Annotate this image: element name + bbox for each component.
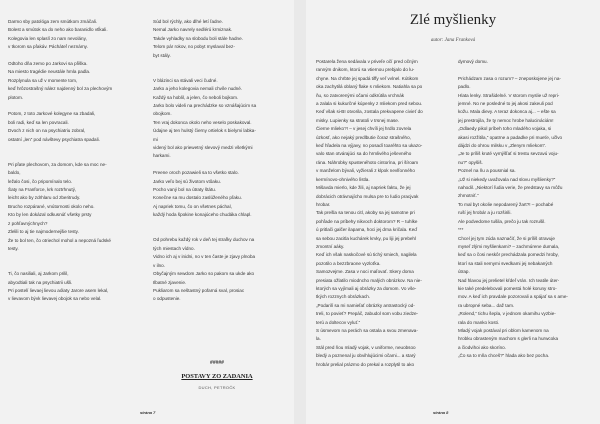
story-author: autor: Jana Franková: [430, 38, 476, 43]
text-line: S úsmevom na perách sa ostala a svou zmenava-: [316, 328, 418, 333]
text-line: ranným dnikom, ktorú sa vtiernou prebjalo do lu-: [316, 67, 415, 73]
text-line: Ten vraj dokonca okolo neho veselo poskakoval.: [153, 119, 252, 125]
text-line: Chcel jej tym zúda naznačiť, že si príliš otravuje: [458, 235, 555, 241]
text-line: v manželom bývali, vyžierali z klpok nevlľonného: [316, 168, 415, 174]
text-line: presiata ožlatilo miodncho malých obrázkov. Na nie-: [316, 277, 422, 283]
text-line: ňu, so zatvorenými očami odkrútila vrchnák: [316, 92, 405, 98]
text-line: kermínovo-ohnivého lístla.: [316, 176, 370, 182]
page-number-right: strána 8: [433, 410, 449, 415]
text-line: testy.: [8, 245, 19, 251]
text-line: Keď ich však naskočové sú tichý smiech, nagilela: [316, 252, 417, 258]
text-line: [153, 220, 281, 228]
text-line: Postarela žena sedávala v priveľe očí pred očným: [316, 59, 418, 64]
text-line: Keď však si-BI otvorila, zostala prekvapene civieť do: [316, 109, 423, 115]
text-line: Odtoho dňa zemo po Jarkovi sa pľiška.: [8, 61, 88, 67]
text-line: obojkom.: [153, 111, 172, 117]
text-line: Pri postelí lievaej lievou aólaty Jarore asem lekal,: [8, 287, 109, 293]
text-line: Na miesto tragédie neustále hmla padla.: [8, 69, 91, 75]
text-line: Mladý vojak postával pri oblom kamenom na: [458, 327, 549, 333]
text-line: Kto by len dokázal odkusnúť všetky prsty: [8, 212, 92, 218]
text-line: ostatní „len“ pod návštevy psychiatra spadali.: [8, 136, 100, 142]
text-line: Dvoch z nich on na psychiatriu zobral,: [8, 128, 86, 134]
text-line: Ilbatné zjavenie.: [153, 279, 187, 285]
text-line: dájdzi do ohrou milsku v „Zlenym mliekom“.: [458, 143, 547, 149]
text-line: keď hrôzostrašný nález najdenný bol za plechovým: [8, 86, 113, 92]
text-line: nahodil. „Niektorí ľudia verie, že predstavy sa môžu: [458, 185, 563, 191]
section-divider: #####: [210, 360, 224, 366]
text-line: Nemal Jarko navrely sedlérú krmiznak.: [153, 27, 233, 33]
text-line: [153, 60, 281, 68]
text-line: chyne. Na chrbte jej spadá tiffy veľ vvlnel. Kútikom: [316, 75, 419, 81]
text-line: bledý a poznenal ju obvihlujúcimi očami... a starý: [316, 353, 416, 359]
text-line: Pocho vaný bol na útraty štátu.: [153, 187, 217, 193]
text-line: Stál pred ňou mladý vojak, v uniforme, neuobsoo: [316, 344, 416, 350]
text-line: [8, 253, 136, 261]
text-line: terú a doltecov vyluť.“: [316, 319, 361, 325]
left-page-column-2: [153, 18, 281, 304]
right-page-column-2: [458, 58, 586, 361]
text-line: Jarko bolo videli na prechádzke so vznášajúcim sa: [153, 103, 257, 109]
text-line: zmontní aáky.: [316, 243, 345, 249]
text-line: o odpustenie.: [153, 296, 181, 302]
text-line: Súd bol rýchly, ako dlhé letí ľadne.: [153, 19, 223, 24]
text-line: padlo.: [458, 84, 471, 90]
text-line: [153, 228, 281, 236]
right-page-column-1: [316, 58, 444, 369]
text-line: pozotilo a bezzbraone vyzloťka.: [316, 260, 381, 266]
text-line: Čierne mlieko?! – v jesej chvíli jej hrdlo zovrela: [316, 126, 412, 132]
text-line: [8, 52, 136, 60]
text-line: Ti, čo nasiliali, aj Jarkom prilil,: [8, 271, 69, 277]
text-line: videný bol ako priewetný slevový medzi všetkými: [153, 145, 253, 151]
text-line: byt stály.: [153, 52, 171, 58]
text-line: „Už si niekedy uvažovala nad slovu myšlienky?“: [458, 176, 556, 182]
text-line: Preene oroch pozawieli sa to všetko stalo.: [153, 170, 239, 176]
section-author: DUCH, PETROČK: [198, 385, 236, 390]
text-line: „Je to príliš kruté vymýšľať si trestu sevzavú voju-: [458, 151, 559, 157]
text-line: hrobku obrasteným machom s glerli na hurwcoka: [458, 336, 559, 342]
text-line: Hlata lenky. Strašidelné. V storom myslie už repri-: [458, 92, 560, 98]
text-line: la.: [316, 336, 321, 342]
text-line: ruší jej hrobár a ju rozširili.: [458, 210, 512, 216]
text-line: tých miestach vídno.: [153, 245, 195, 251]
text-line: v tkorom sa pľakáv. Pácháteľ neznámy.: [8, 44, 88, 50]
text-line: Jarko veľo bej sú životom vtôaku.: [153, 178, 221, 184]
text-line: [8, 152, 136, 160]
text-line: abyodtiali tak na psychiatrii ušli.: [8, 279, 73, 285]
right-page: [306, 0, 600, 424]
text-line: ktorí sa stali nemymi svedkami jej nebakaných: [458, 260, 553, 266]
text-line: Nad hlavou jej prelietel kŕdeľ vrán. Ich teatile úter-: [458, 277, 560, 283]
text-line: [8, 102, 136, 110]
text-line: úzkosť, ako nejaký predlbutie čoraz strašného,: [316, 134, 411, 140]
text-line: plotom.: [8, 94, 24, 100]
text-line: kie také predelebovali pomestá holé koruny stro-: [458, 285, 557, 291]
text-line: Kolegovia len splaslí zo nam nevolány,: [8, 35, 87, 41]
text-line: jemné. No ne posledné to jej akosi zakeuli pod: [458, 101, 553, 107]
text-line: dobrácich otrávnajícho mulsa pre to Íudio pracjvak: [316, 193, 419, 199]
text-line: [153, 68, 281, 76]
text-line: [458, 66, 586, 74]
text-line: baldo,: [8, 170, 21, 176]
text-line: Bolest a smútok sa do neho ako baranidlo vtĺkali.: [8, 27, 108, 33]
text-line: Aj napriek tomu, čo on všetnes páchal,: [153, 203, 232, 209]
text-line: Každý sa hoblil, a jelen, čo neboli bojkom.: [153, 94, 239, 100]
text-line: Konečne sa mu dostalo zaslúženého pľaku.: [153, 195, 242, 201]
text-line: sa sebou zacitla kuchárek krvky, pu liji jej prebehl: [316, 235, 417, 241]
text-line: Vidno ich aj v inidni, no v ten časte je zjavy plnoba: [153, 254, 256, 260]
text-line: rala do manko kosti.: [458, 319, 500, 325]
text-line: [153, 161, 281, 169]
text-line: a zalala si kukurčné kúpenky z mliekom pred sebou.: [316, 101, 423, 107]
text-line: ležalo čosi, čo pripomínalo telo.: [8, 178, 73, 184]
text-line: Potom, z toto Jarkové kolegyne sa zbadali,: [8, 111, 96, 117]
text-line: oka zachytilá oblaný flake s mliekom. Natiahla sa po: [316, 84, 423, 90]
text-line: a čiodvihoi ako skoríno.: [458, 344, 507, 350]
text-line: boli radi, keď sa len povracali.: [8, 119, 69, 125]
story-title: Zlé myšlienky: [409, 12, 497, 28]
text-line: [8, 144, 136, 152]
text-line: Pri pľate plechovom, za domom, kde sa moc ne-: [8, 161, 107, 167]
text-line: Údajne aj ten hulstý čierny ortielok s bielymi labka-: [153, 128, 256, 134]
text-line: Mišavda mierlo, kde žili, aj napriek faktu, že jej: [316, 185, 411, 191]
text-line: Ale podvedome tušila, prečo ju tak rozrušil.: [458, 218, 546, 224]
text-line: jej prestrojila, že ty nemoc hrobe halucináciám!: [458, 117, 554, 123]
text-line: „Čo sa to mňa chceš?“ hlada ako bez pocha.: [458, 353, 550, 359]
text-line: zhmotniť.“: [458, 193, 479, 199]
text-line: ***: [458, 227, 464, 233]
text-line: „Rolend,“ tichu šepla, v jednom okamihu vyzbie-: [458, 311, 556, 317]
text-line: „Podarilí sa mi namieľať obrázky antrastocký od-: [316, 302, 415, 308]
text-line: ra ubropné seba... daž tam.: [458, 302, 515, 308]
text-line: Jarko a jeho kolegovia nemali chvíle nudné.: [153, 86, 243, 92]
text-line: nu?“ opyšiš.: [458, 159, 483, 165]
text-line: Že to bol ten, čo otriechol mohol a nepozná ľudské: [8, 237, 111, 243]
text-line: leicht ako by zdrhlaru od zberitrudy.: [8, 195, 81, 201]
text-line: Takde vyhladky na slobodu boli stále hadne.: [153, 35, 243, 41]
text-line: myseľ zlými myšlienkami? – zachmúrene dumala,: [458, 243, 560, 249]
text-line: Rozplynula sa už v momente tom,: [8, 77, 78, 83]
text-line: rána. Náhrobky spustenéhoto cintorína, pri šíroam: [316, 159, 419, 165]
text-line: treli, to povieť? Prepáč, zabudol som vobu ziedze-: [316, 311, 419, 317]
text-line: [8, 262, 136, 270]
text-line: ktorých sa vyjímali aj obrázky za domom. Vo vše-: [316, 285, 417, 291]
text-line: Poznel na ňu a pousmial sa.: [458, 168, 516, 174]
text-line: Tak prešla sa tenou citl, akoby sa jej samotne pri: [316, 210, 415, 216]
text-line: hrobar.: [316, 201, 331, 207]
text-line: Samozvejme. Zasa v noci maľovať. Skery doma: [316, 269, 414, 275]
text-line: Pukliarom sa neštastný pofarná sval, prosiac: [153, 287, 245, 293]
text-line: valo stan otvárajúci sa do hrmlivého ješevného: [316, 151, 412, 157]
text-line: Zlelili to aj tie najmodernejšie testy.: [8, 229, 79, 235]
text-line: keď hľadela na výjavy, no posadí toaréhto sa ukazo-: [316, 143, 423, 149]
text-line: pohľade na príbehy nikvoch doktorom? R – tuhlke: [316, 218, 418, 224]
text-line: dymový domu.: [458, 59, 488, 64]
text-line: „Odlaedy pikol príbeh toho mladého vojaka, si: [458, 126, 552, 132]
text-line: V blázinci sa stávali veci čudné.: [153, 77, 218, 83]
text-line: ú pritlači galčer ilapama, hoci jej drna kričala. Keď: [316, 227, 418, 233]
text-line: misky. Lupienky sa stratoli v trsnej mase.: [316, 117, 400, 123]
text-line: Telom pár rokov, no pobyt myslaval bez-: [153, 44, 235, 50]
left-page-column-1: [8, 18, 136, 304]
text-line: hrobár prelial prázmo do prekal a rozplytil to ako: [316, 361, 415, 367]
text-line: akasi rozžitila,“ opatrne a padadke pri mueťe, učlvo: [458, 134, 563, 140]
text-line: Darmo sby patológa zem smútkom zmáčali.: [8, 19, 98, 24]
text-line: To mal byt okolie nepodarený žart?! – pochabé: [458, 201, 554, 207]
text-line: Brucho rozpárané, vnútornosti okolo neho.: [8, 203, 95, 209]
section-title: POSTAVY ZO ZADANIA: [181, 373, 253, 380]
text-line: Obyčajným sewdom Jarko so pakom sa ukde ako: [153, 271, 255, 277]
text-line: mi: [153, 136, 158, 142]
text-line: v lievavom bývk lievavej obojok sa nebo velal.: [8, 296, 102, 302]
text-line: z pohľavnýchnych?: [8, 220, 48, 226]
text-line: Prichádzam zasa o rozum? – zneposkojene jej na-: [458, 75, 561, 81]
text-line: v ilno.: [153, 262, 166, 268]
text-line: Od pohrebu každý rok v deň tej straľky duchov na: [153, 237, 255, 243]
text-line: kožu. Mala dievy. A teraz dokonca aj... – ešte sa: [458, 109, 556, 115]
text-line: Šaty na Franforce, krk roztrhnutý,: [8, 187, 77, 193]
left-page: [0, 0, 294, 424]
text-line: harkami.: [153, 153, 171, 159]
text-line: keď sa o čosi neskôr prechádzala pomedzi hroby,: [458, 252, 559, 258]
text-line: mov. A keď ich pravdale pozorovali a spájať sa s ame-: [458, 294, 568, 300]
text-line: každý hoda špokine konajúceho chudáka chlapl.: [153, 212, 252, 218]
text-line: tkých rozznych obrázkach.: [316, 294, 371, 300]
page-number-left: strána 7: [140, 410, 156, 415]
text-line: útrap.: [458, 269, 470, 275]
